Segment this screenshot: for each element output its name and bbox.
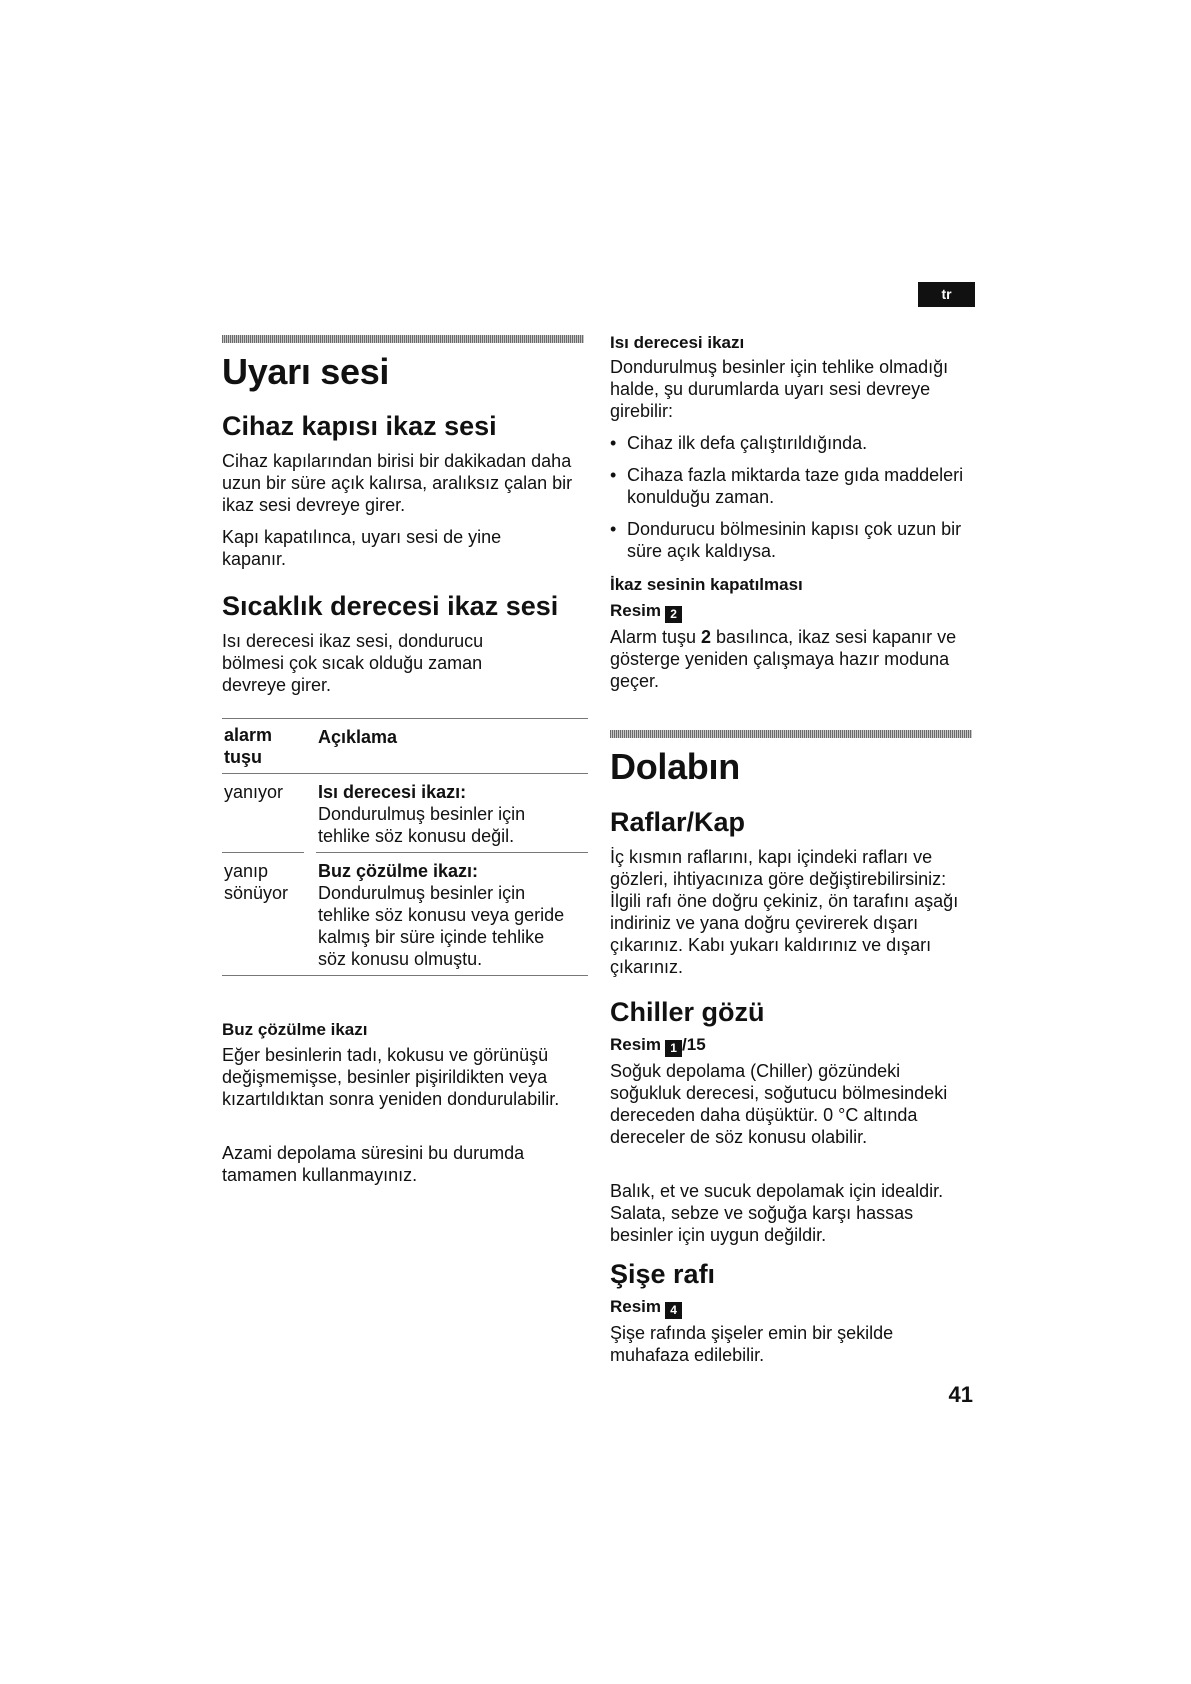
paragraph-bottle-shelf: Şişe rafında şişeler emin bir şekilde muhafaza edilebilir. — [610, 1323, 894, 1365]
paragraph-temp-warning-intro: Dondurulmuş besinler için tehlike olmadığı halde, şu durumlarda uyarı sesi devreye girebilir: — [610, 357, 949, 421]
paragraph-storage-time: Azami depolama süresini bu durumda tamamen kullanmayınız. — [222, 1143, 525, 1185]
figure-number-box: 1 — [665, 1040, 682, 1057]
language-tab: tr — [918, 282, 975, 307]
paragraph-door-alarm: Cihaz kapılarından birisi bir dakikadan daha uzun bir süre açık kalırsa, aralıksız çalan bir ikaz sesi devreye girer. — [222, 451, 573, 515]
table-row-line — [222, 852, 304, 853]
heading-isi-derecesi-ikazi: Isı derecesi ikazı — [610, 333, 745, 352]
table-row-state: yanıyor — [224, 782, 284, 802]
table-bottom-line — [222, 975, 588, 976]
paragraph-chiller-temp: Soğuk depolama (Chiller) gözündeki soğukluk derecesi, soğutucu bölmesindeki dereceden daha düşüktür. 0 °C altında dereceler de söz konusu olabilir. — [610, 1061, 948, 1147]
paragraph-shelves: İç kısmın raflarını, kapı içindeki rafları ve gözleri, ihtiyacınıza göre değiştirebilirsiniz: İlgili rafı öne doğru çekiniz, ön tarafını aşağı indiriniz ve yana doğru çevirerek dışarı çıkarınız. Kabı yukarı kaldırınız ve dışarı çıkarınız. — [610, 847, 959, 977]
table-header-line — [222, 773, 588, 774]
page-number: 41 — [948, 1382, 973, 1407]
paragraph-alarm-button: Alarm tuşu 2 basılınca, ikaz sesi kapanır ve gösterge yeniden çalışmaya hazır moduna geçer. — [610, 627, 957, 691]
table-row-desc: Buz çözülme ikazı: Dondurulmuş besinler için tehlike söz konusu veya geride kalmış bir süre içinde tehlike söz konusu olmuştu. — [318, 861, 565, 969]
table-header-col2: Açıklama — [318, 727, 398, 747]
warning-bullet-list — [610, 432, 976, 562]
heading-buz-cozulme: Buz çözülme ikazı — [222, 1020, 368, 1039]
section-title-uyari-sesi: Uyarı sesi — [222, 351, 390, 392]
table-header-col1: alarm tuşu — [224, 725, 273, 767]
paragraph-refreeze: Eğer besinlerin tadı, kokusu ve görünüşü değişmemişse, besinler pişirildikten veya kızartıldıktan sonra yeniden dondurulabilir. — [222, 1045, 560, 1109]
paragraph-door-close: Kapı kapatılınca, uyarı sesi de yine kapanır. — [222, 527, 502, 569]
heading-chiller-gozu: Chiller gözü — [610, 997, 765, 1027]
heading-sise-rafi: Şişe rafı — [610, 1259, 716, 1289]
list-item: • Cihaz ilk defa çalıştırıldığında. — [610, 432, 976, 454]
list-item: • Cihaza fazla miktarda taze gıda maddeleri konulduğu zaman. — [610, 464, 976, 508]
table-row-line — [316, 852, 588, 853]
section-title-dolabin: Dolabın — [610, 746, 740, 787]
figure-reference: Resim 4 — [610, 1296, 682, 1319]
figure-reference: Resim 2 — [610, 600, 682, 623]
heading-raflar-kap: Raflar/Kap — [610, 807, 746, 837]
section-rule-left — [222, 335, 584, 343]
table-row-desc: Isı derecesi ikazı: Dondurulmuş besinler için tehlike söz konusu değil. — [318, 782, 526, 846]
section-rule-right — [610, 730, 972, 738]
heading-sicaklik: Sıcaklık derecesi ikaz sesi — [222, 591, 559, 621]
figure-number-box: 4 — [665, 1302, 682, 1319]
table-row-state: yanıp sönüyor — [224, 861, 289, 903]
figure-reference: Resim 1 /15 — [610, 1035, 706, 1055]
figure-number-box: 2 — [665, 606, 682, 623]
paragraph-chiller-use: Balık, et ve sucuk depolamak için idealdir. Salata, sebze ve soğuğa karşı hassas besinler için uygun değildir. — [610, 1181, 944, 1245]
list-item: • Dondurucu bölmesinin kapısı çok uzun bir süre açık kaldıysa. — [610, 518, 976, 562]
table-top-line — [222, 718, 588, 719]
heading-cihaz-kapisi: Cihaz kapısı ikaz sesi — [222, 411, 497, 441]
heading-ikaz-kapatilmasi: İkaz sesinin kapatılması — [610, 575, 803, 594]
paragraph-temp-alarm: Isı derecesi ikaz sesi, dondurucu bölmesi çok sıcak olduğu zaman devreye girer. — [222, 631, 484, 695]
